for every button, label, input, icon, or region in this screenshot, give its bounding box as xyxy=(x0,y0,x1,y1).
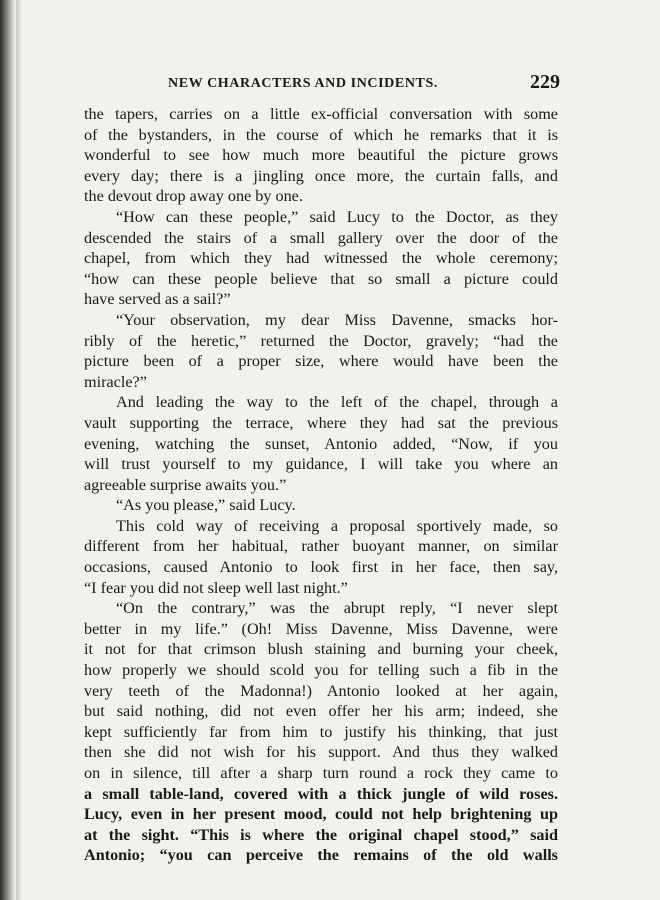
text-line: will trust yourself to my guidance, I will take you where an xyxy=(84,455,558,474)
text-line: on in silence, till after a sharp turn round a rock they came to xyxy=(84,764,558,782)
text-line: picture been of a proper size, where would have been the xyxy=(84,352,558,371)
text-line: “how can these people believe that so small a picture could xyxy=(84,269,558,288)
text-line: “How can these people,” said Lucy to the Doctor, as they xyxy=(116,207,558,226)
text-line: Lucy, even in her present mood, could not help brightening up xyxy=(84,805,558,824)
text-line: And leading the way to the left of the chapel, through a xyxy=(116,393,558,412)
page-number: 229 xyxy=(530,71,560,93)
text-line: “I fear you did not sleep well last night.” xyxy=(84,578,348,597)
text-line: vault supporting the terrace, where they had sat the previous xyxy=(84,413,558,432)
text-line: “As you please,” said Lucy. xyxy=(116,496,296,515)
text-line: have served as a sail?” xyxy=(84,290,231,309)
page-binding-gradient xyxy=(16,0,22,900)
text-line: it not for that crimson blush staining and burning your cheek, xyxy=(84,640,558,659)
text-line: but said nothing, did not even offer her his arm; indeed, she xyxy=(84,702,558,721)
text-line: different from her habitual, rather buoyant manner, on similar xyxy=(84,537,558,556)
text-line: occasions, caused Antonio to look first in her face, then say, xyxy=(84,558,558,577)
text-line: ribly of the heretic,” returned the Doctor, gravely; “had the xyxy=(84,331,558,350)
text-line: Antonio; “you can perceive the remains of the old walls xyxy=(84,846,558,865)
text-line: at the sight. “This is where the original chapel stood,” said xyxy=(84,825,558,844)
text-line: “On the contrary,” was the abrupt reply, “I never slept xyxy=(116,599,558,618)
page-binding-shadow xyxy=(0,0,16,900)
text-line: wonderful to see how much more beautiful the picture grows xyxy=(84,146,558,165)
text-line: every day; there is a jingling once more, the curtain falls, and xyxy=(84,166,558,185)
text-line: then she did not wish for his support. And thus they walked xyxy=(84,743,558,762)
text-line: very teeth of the Madonna!) Antonio looked at her again, xyxy=(84,681,558,700)
text-line: agreeable surprise awaits you.” xyxy=(84,475,287,494)
running-head xyxy=(168,71,560,96)
text-line: “Your observation, my dear Miss Davenne, smacks hor- xyxy=(116,310,558,329)
running-title: NEW CHARACTERS AND INCIDENTS. xyxy=(168,76,438,91)
text-line: miracle?” xyxy=(84,372,147,391)
text-line: a small table-land, covered with a thick jungle of wild roses. xyxy=(84,784,558,803)
text-line: descended the stairs of a small gallery over the door of the xyxy=(84,228,558,247)
text-line: of the bystanders, in the course of which he remarks that it is xyxy=(84,125,558,144)
text-line: the devout drop away one by one. xyxy=(84,187,303,206)
text-line: This cold way of receiving a proposal sportively made, so xyxy=(116,516,558,535)
text-line: kept sufficiently far from him to justify his thinking, that just xyxy=(84,722,558,741)
text-line: evening, watching the sunset, Antonio added, “Now, if you xyxy=(84,434,558,453)
text-line: chapel, from which they had witnessed the whole ceremony; xyxy=(84,249,558,268)
text-line: how properly we should scold you for telling such a fib in the xyxy=(84,661,558,680)
text-line: the tapers, carries on a little ex-official conversation with some xyxy=(84,105,558,123)
body-text xyxy=(84,104,558,866)
text-line: better in my life.” (Oh! Miss Davenne, Miss Davenne, were xyxy=(84,619,558,638)
